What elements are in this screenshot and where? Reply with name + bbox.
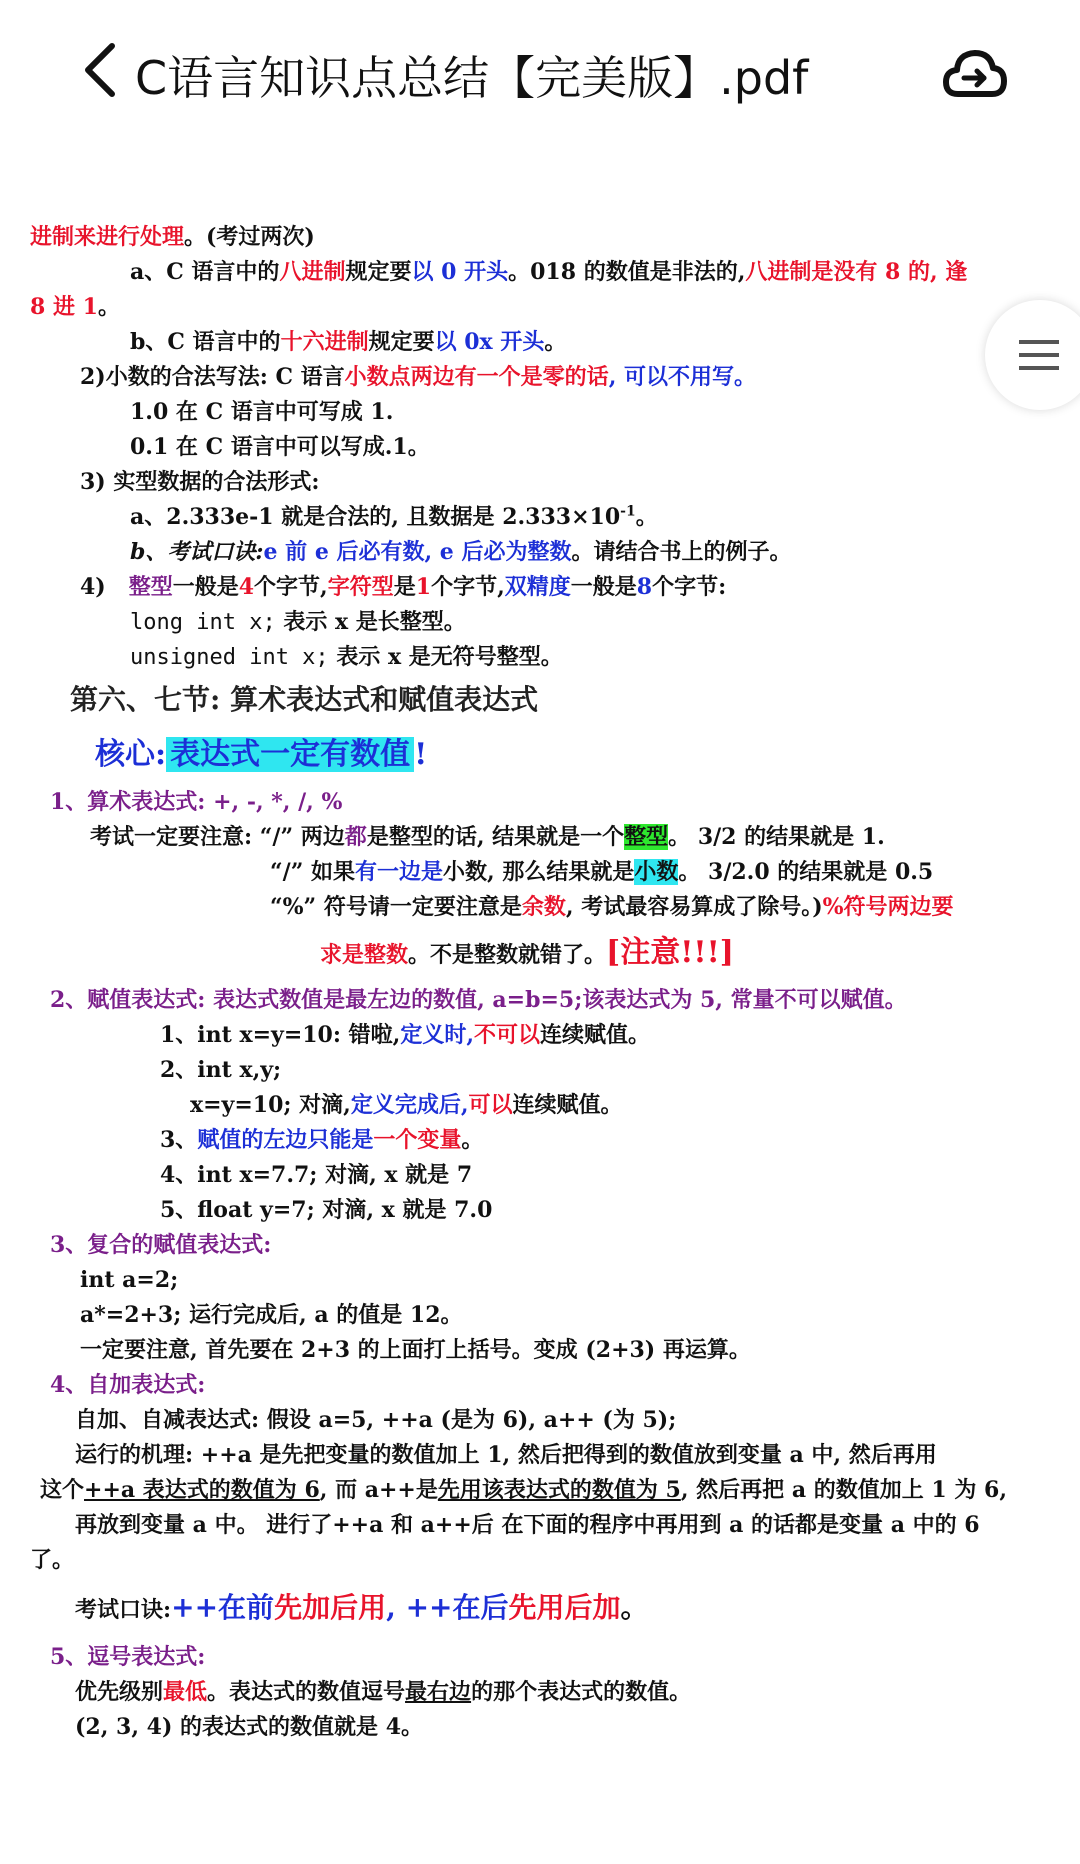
text-line: a*=2+3; 运行完成后, a 的值是 12。 — [80, 1302, 463, 1328]
text-line: 8 进 1。 — [30, 294, 120, 320]
text-line: 了。 — [30, 1547, 75, 1573]
mnemonic-line: 考试口诀:++在前先加后用, ++在后先用后加。 — [75, 1591, 649, 1624]
subheading: 5、逗号表达式: — [50, 1644, 206, 1670]
menu-icon — [1019, 337, 1059, 373]
text-line: 优先级别最低。表达式的数值逗号最右边的那个表达式的数值。 — [75, 1679, 692, 1705]
text-line: 自加、自减表达式: 假设 a=5, ++a (是为 6), a++ (为 5); — [75, 1407, 677, 1433]
text-line: 0.1 在 C 语言中可以写成.1。 — [130, 434, 430, 460]
text-line: “/” 如果有一边是小数, 那么结果就是小数。 3/2.0 的结果就是 0.5 — [270, 859, 934, 885]
text-line: 一定要注意, 首先要在 2+3 的上面打上括号。变成 (2+3) 再运算。 — [80, 1337, 751, 1363]
cloud-upload-button[interactable] — [940, 38, 1010, 108]
chevron-left-icon — [80, 42, 120, 98]
text-line: 运行的机理: ++a 是先把变量的数值加上 1, 然后把得到的数值放到变量 a 中, 然后再用 — [75, 1442, 937, 1468]
top-bar — [0, 0, 1080, 150]
subheading: 1、算术表达式: +, -, *, /, % — [50, 789, 343, 815]
text-line: 求是整数。不是整数就错了。[注意!!!] — [320, 935, 734, 970]
text-line: x=y=10; 对滴,定义完成后,可以连续赋值。 — [190, 1092, 623, 1118]
text-line: 3、赋值的左边只能是一个变量。 — [160, 1127, 484, 1153]
cloud-upload-icon — [942, 46, 1008, 100]
text-line: 1.0 在 C 语言中可写成 1. — [130, 399, 394, 425]
text-line: 3) 实型数据的合法形式: — [80, 469, 320, 495]
pdf-page-content — [30, 220, 1020, 1745]
document-title: C语言知识点总结【完美版】.pdf — [135, 51, 809, 105]
text-line: 进制来进行处理。(考过两次) — [30, 224, 315, 250]
text-line: “%” 符号请一定要注意是余数, 考试最容易算成了除号。)%符号两边要 — [270, 894, 954, 920]
text-line: long int x; 表示 x 是长整型。 — [130, 609, 466, 635]
text-line: 再放到变量 a 中。 进行了++a 和 a++后 在下面的程序中再用到 a 的话都是变量 a 中的 6 — [75, 1512, 980, 1538]
text-line: 2)小数的合法写法: C 语言小数点两边有一个是零的话, 可以不用写。 — [80, 364, 757, 390]
core-line: 核心: 表达式一定有数值 ! — [95, 737, 428, 772]
text-line: 4、int x=7.7; 对滴, x 就是 7 — [160, 1162, 473, 1188]
text-line: 考试一定要注意: “/” 两边都是整型的话, 结果就是一个整型。 3/2 的结果就是 1. — [90, 824, 885, 850]
section-heading: 第六、七节: 算术表达式和赋值表达式 — [70, 683, 539, 716]
text-line: a、2.333e-1 就是合法的, 且数据是 $2.333\times 10^{-1}$。 — [130, 503, 658, 530]
text-line: int a=2; — [80, 1267, 179, 1293]
text-line: b、考试口诀:e 前 e 后必有数, e 后必为整数。请结合书上的例子。 — [130, 539, 792, 565]
text-line: b、C 语言中的十六进制规定要以 0x 开头。 — [130, 329, 567, 355]
subheading: 4、自加表达式: — [50, 1372, 206, 1398]
text-line: 4) 整型一般是4个字节,字符型是1个字节,双精度一般是8个字节: — [80, 574, 727, 600]
text-line: 1、int x=y=10: 错啦,定义时,不可以连续赋值。 — [160, 1022, 651, 1048]
back-button[interactable] — [70, 40, 130, 100]
text-line: 2、int x,y; — [160, 1057, 282, 1083]
text-line: 这个++a 表达式的数值为 6, 而 a++是先用该表达式的数值为 5, 然后再把 a 的数值加上 1 为 6, — [40, 1477, 1007, 1503]
text-line: a、C 语言中的八进制规定要以 0 开头。018 的数值是非法的,八进制是没有 8 的, 逢 — [130, 259, 968, 285]
text-line: unsigned int x; 表示 x 是无符号整型。 — [130, 644, 563, 670]
subheading: 2、赋值表达式: 表达式数值是最左边的数值, a=b=5;该表达式为 5, 常量不可以赋值。 — [50, 987, 907, 1013]
text-line: 5、float y=7; 对滴, x 就是 7.0 — [160, 1197, 493, 1223]
subheading: 3、复合的赋值表达式: — [50, 1232, 272, 1258]
text-line: (2, 3, 4) 的表达式的数值就是 4。 — [75, 1714, 424, 1740]
